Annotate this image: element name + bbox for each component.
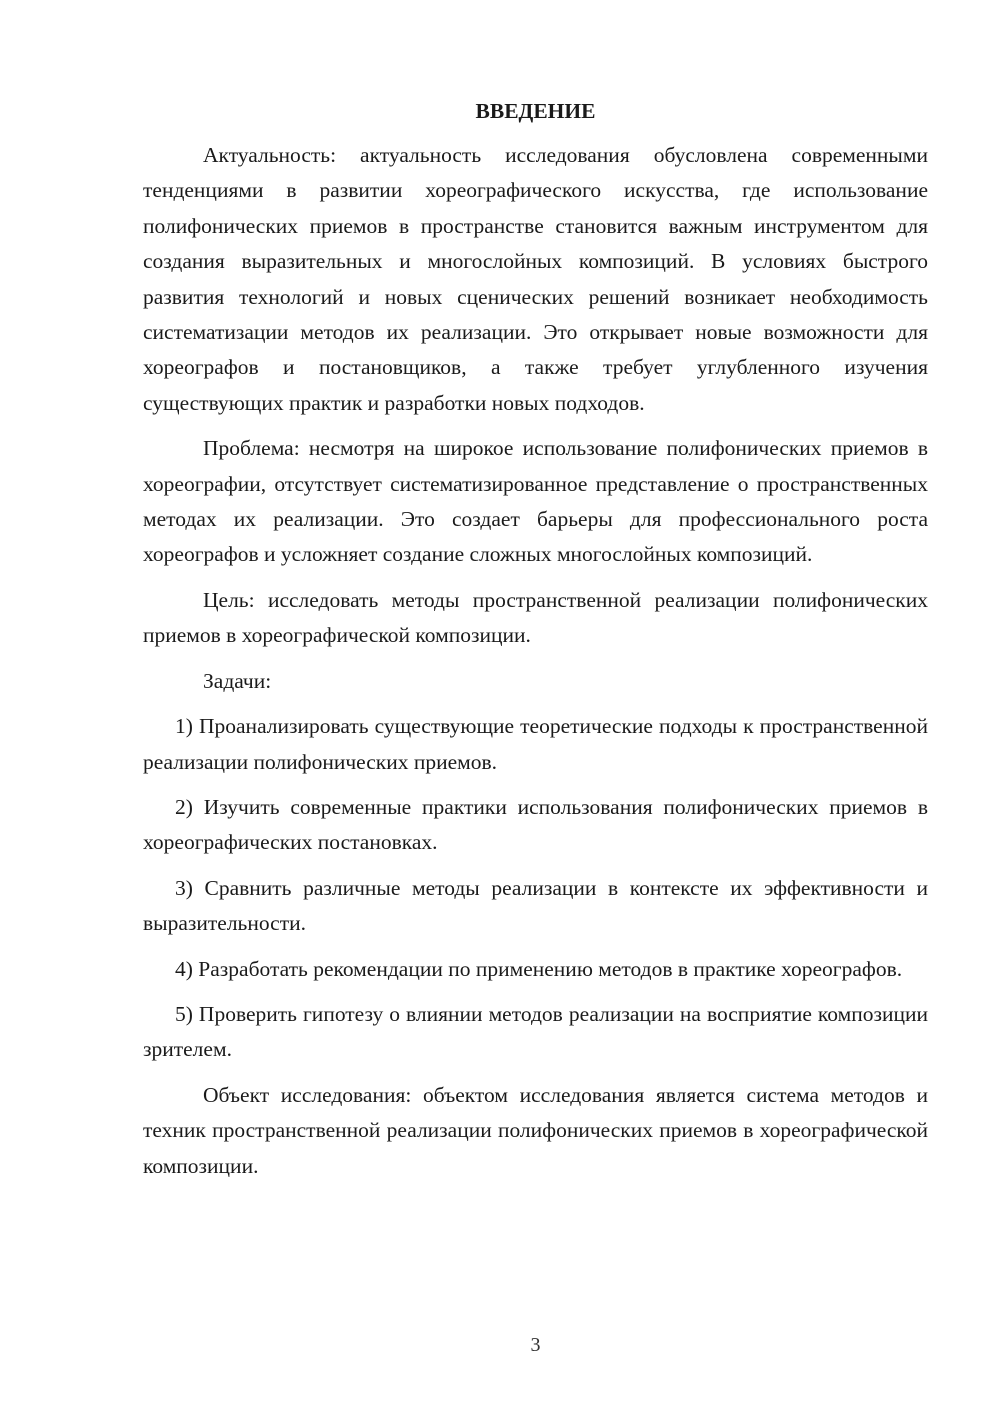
relevance-paragraph: Актуальность: актуальность исследования обусловлена современными тенденциями в развитии хореографического искусства, где использование полифонических приемов в пространстве становится важным инструментом для создания выразительных и многослойных композиций. В условиях быстрого развития технологий и новых сценических решений возникает необходимость систематизации методов их реализации. Это открывает новые возможности для хореографов и постановщиков, а также требует углубленного изучения существующих практик и разработки новых подходов. (143, 143, 928, 415)
page-number: 3 (530, 1334, 541, 1356)
task-item-2: 2) Изучить современные практики использования полифонических приемов в хореографических постановках. (143, 794, 928, 855)
object-paragraph: Объект исследования: объектом исследования является система методов и техник пространственной реализации полифонических приемов в хореографической композиции. (143, 1082, 928, 1178)
document-page (143, 94, 928, 1194)
task-item-3: 3) Сравнить различные методы реализации в контексте их эффективности и выразительности. (143, 875, 928, 936)
problem-paragraph: Проблема: несмотря на широкое использование полифонических приемов в хореографии, отсутствует систематизированное представление о пространственных методах их реализации. Это создает барьеры для профессионального роста хореографов и усложняет создание сложных многослойных композиций. (143, 436, 928, 567)
goal-paragraph: Цель: исследовать методы пространственной реализации полифонических приемов в хореографической композиции. (143, 587, 928, 648)
task-item-4: 4) Разработать рекомендации по применению методов в практике хореографов. (175, 956, 903, 981)
task-item-5: 5) Проверить гипотезу о влиянии методов реализации на восприятие композиции зрителем. (143, 1001, 928, 1062)
task-item-1: 1) Проанализировать существующие теоретические подходы к пространственной реализации полифонических приемов. (143, 714, 928, 774)
section-heading: ВВЕДЕНИЕ (475, 99, 596, 123)
tasks-label: Задачи: (203, 668, 272, 693)
